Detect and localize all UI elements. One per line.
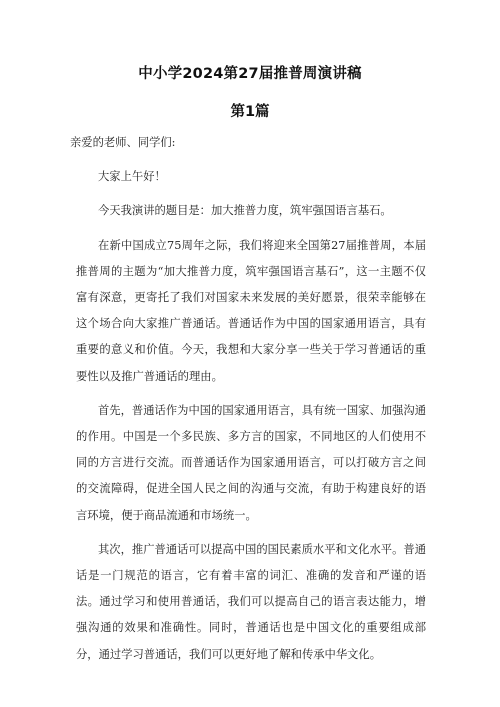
paragraph-first-point: 首先，普通话作为中国的国家通用语言，具有统一国家、加强沟通的作用。中国是一个多民族、多方言的国家，不同地区的人们使用不同的方言进行交流。而普通话作为国家通用语言，可以打破方言之间的交流障碍，促进全国人民之间的沟通与交流，有助于构建良好的语言环境，便于商品流通和市场统一。 xyxy=(76,403,426,522)
paragraph-intro: 在新中国成立75周年之际，我们将迎来全国第27届推普周，本届推普周的主题为“加大推普力度，筑牢强国语言基石”，这一主题不仅富有深意，更寄托了我们对国家未来发展的美好愿景，很荣幸能够在这个场合向大家推广普通话。普通话作为中国的国家通用语言，具有重要的意义和价值。今天，我想和大家分享一些关于学习普通话的重要性以及推广普通话的理由。 xyxy=(76,238,426,383)
paragraph-greeting: 大家上午好！ xyxy=(98,170,166,184)
paragraph-topic: 今天我演讲的题目是：加大推普力度，筑牢强国语言基石。 xyxy=(98,204,392,218)
document-body xyxy=(70,130,426,668)
section-title: 第1篇 xyxy=(230,104,270,120)
salutation: 亲爱的老师、同学们: xyxy=(70,136,176,149)
document-title: 中小学2024第27届推普周演讲稿 xyxy=(138,66,362,82)
paragraph-second-point: 其次，推广普通话可以提高中国的国民素质水平和文化水平。普通话是一门规范的语言，它有着丰富的词汇、准确的发音和严谨的语法。通过学习和使用普通话，我们可以提高自己的语言表达能力，增强沟通的效果和准确性。同时，普通话也是中国文化的重要组成部分，通过学习普通话，我们可以更好地了解和传承中华文化。 xyxy=(76,542,426,661)
